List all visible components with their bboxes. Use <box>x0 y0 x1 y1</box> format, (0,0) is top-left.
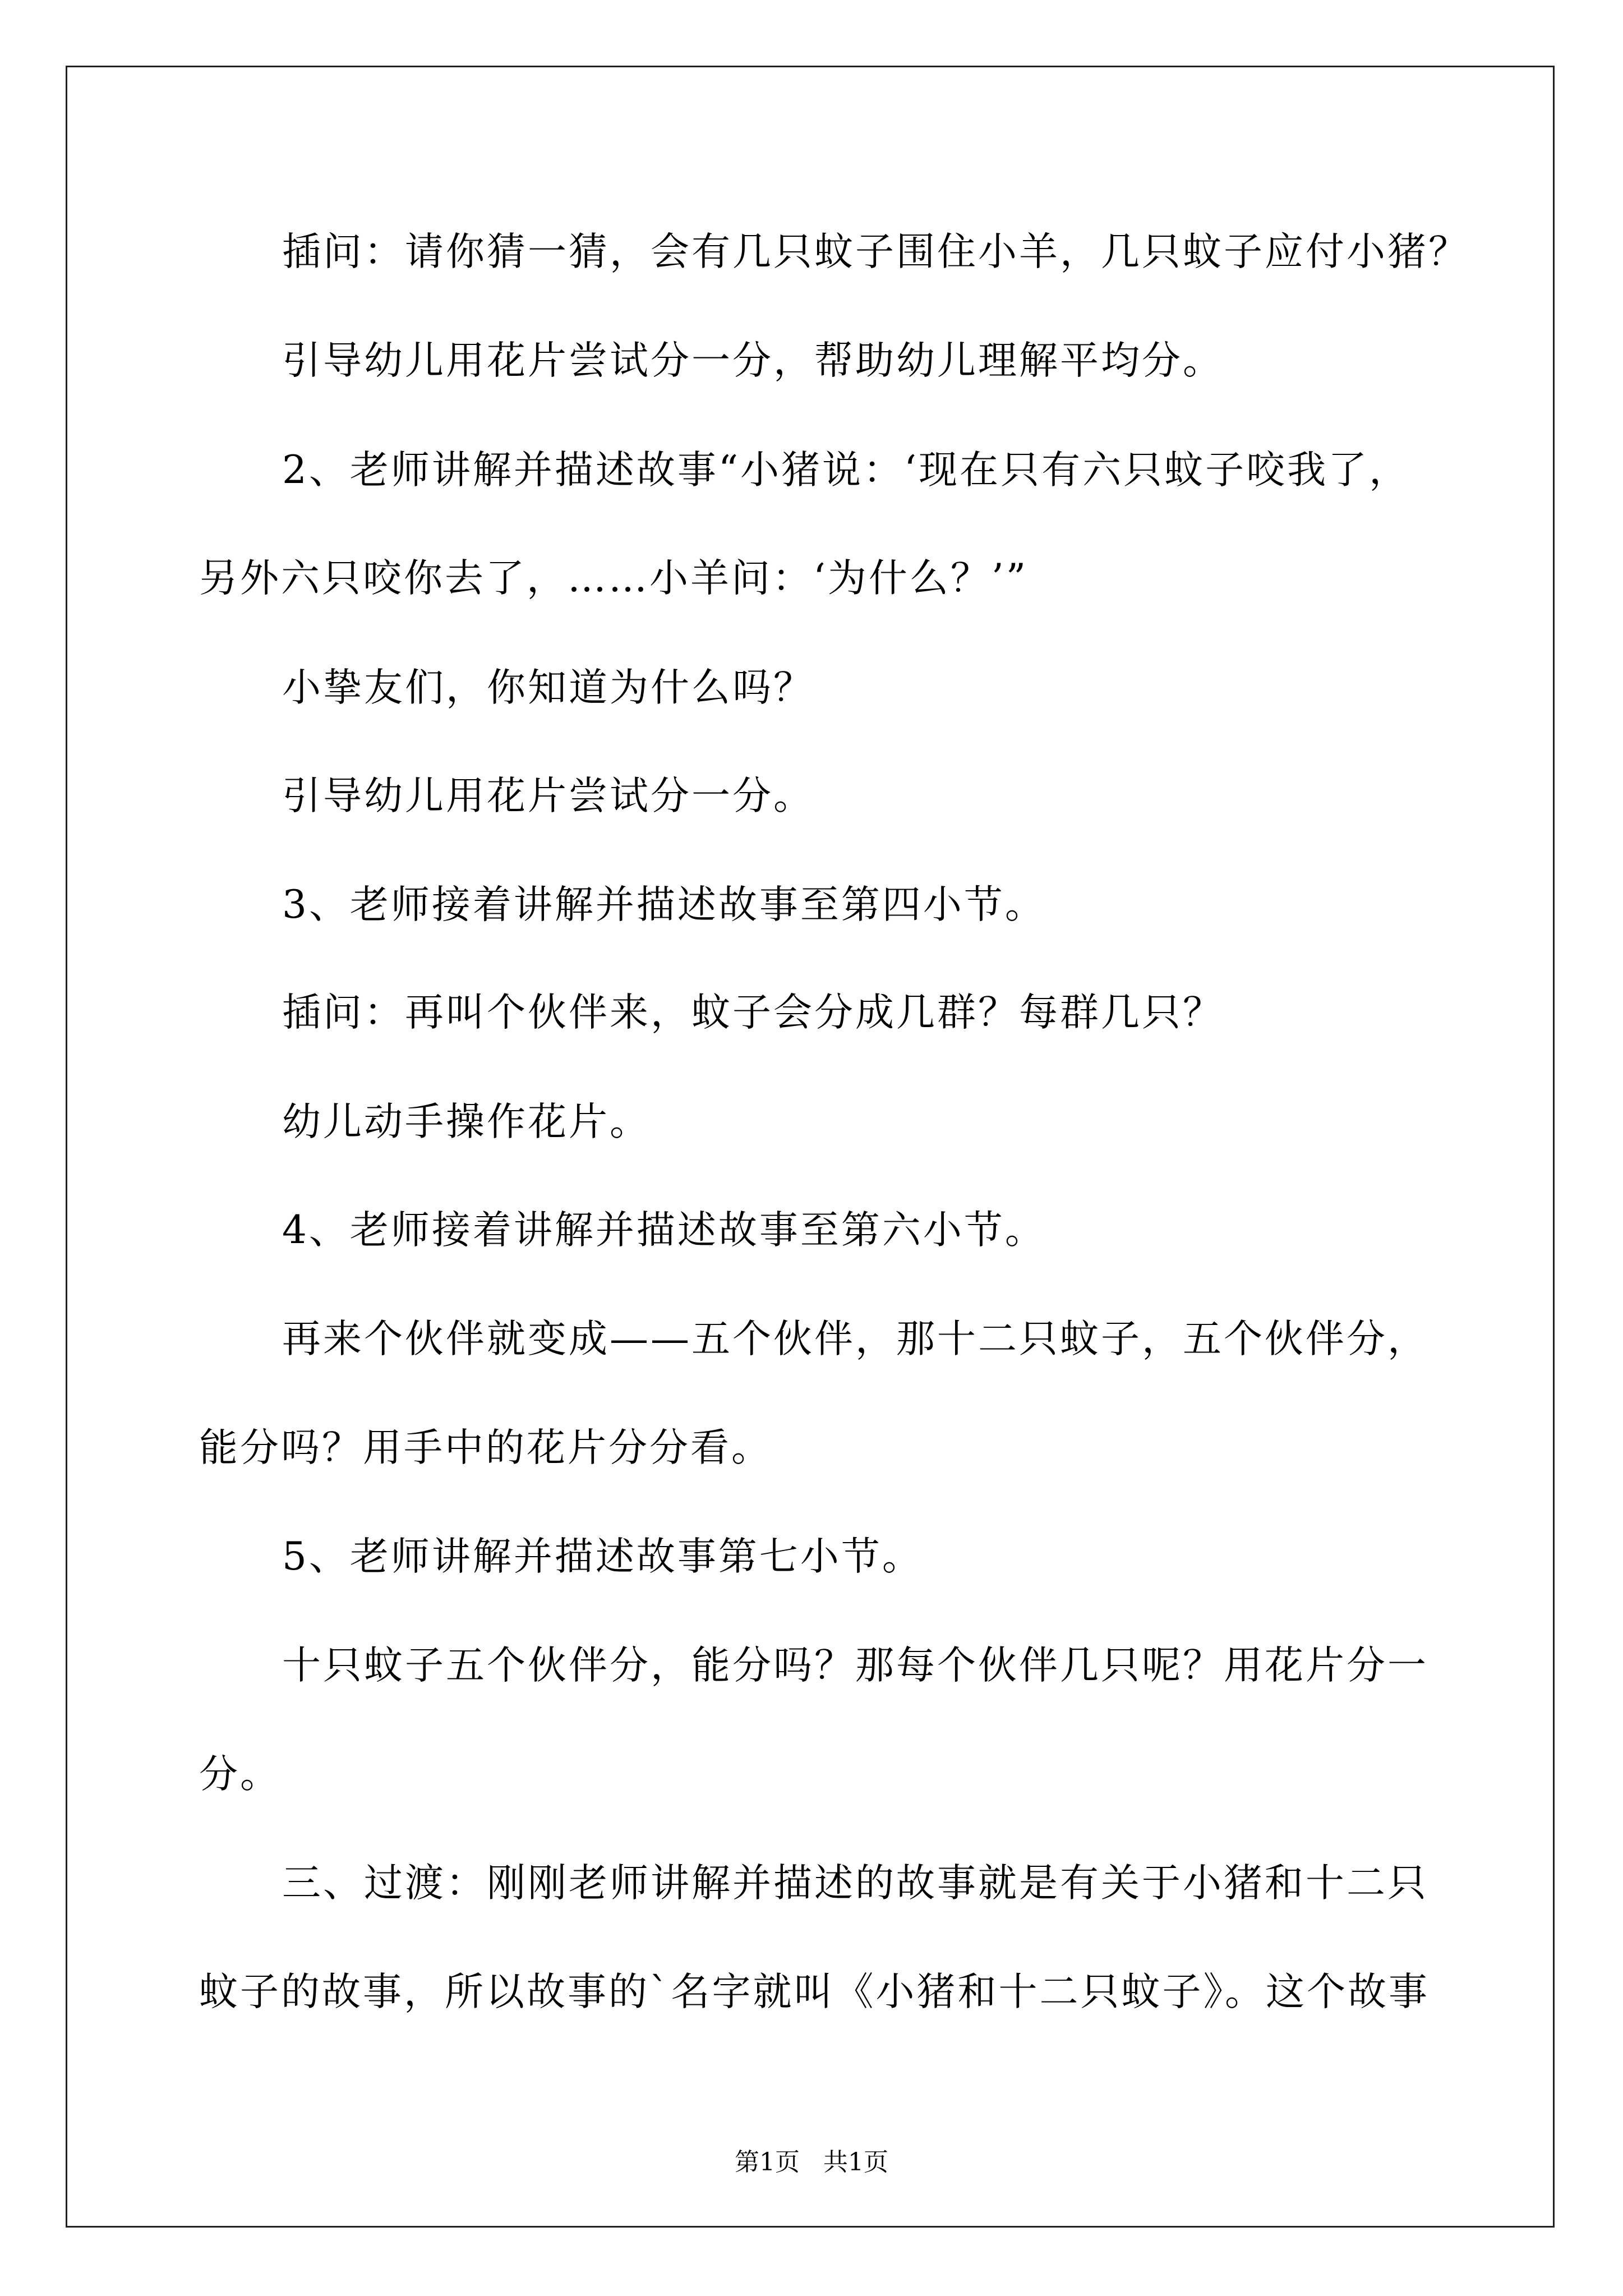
paragraph-line: 蚊子的故事，所以故事的`名字就叫《小猪和十二只蚊子》。这个故事 <box>199 1970 1430 2014</box>
paragraph-line: 分。 <box>199 1752 281 1797</box>
paragraph-line: 3、老师接着讲解并描述故事至第四小节。 <box>282 882 1046 927</box>
paragraph-line: 再来个伙伴就变成——五个伙伴，那十二只蚊子，五个伙伴分， <box>282 1317 1428 1361</box>
paragraph-line: 2、老师讲解并描述故事“小猪说：‘现在只有六只蚊子咬我了， <box>282 448 1410 493</box>
page-footer: 第1页 共1页 <box>735 2148 888 2177</box>
paragraph-line: 4、老师接着讲解并描述故事至第六小节。 <box>282 1208 1046 1253</box>
paragraph-line: 小挚友们，你知道为什么吗？ <box>282 665 814 710</box>
paragraph-line: 插问：再叫个伙伴来，蚊子会分成几群？每群几只？ <box>282 990 1224 1035</box>
paragraph-line: 引导幼儿用花片尝试分一分，帮助幼儿理解平均分。 <box>282 338 1224 383</box>
paragraph-line: 幼儿动手操作花片。 <box>282 1099 651 1144</box>
paragraph-line: 插问：请你猜一猜，会有几只蚊子围住小羊，几只蚊子应付小猪？ <box>282 229 1469 274</box>
paragraph-line: 引导幼儿用花片尝试分一分。 <box>282 774 814 818</box>
paragraph-line: 另外六只咬你去了，……小羊问：‘为什么？’” <box>199 556 1029 601</box>
paragraph-line: 三、过渡：刚刚老师讲解并描述的故事就是有关于小猪和十二只 <box>282 1861 1428 1906</box>
paragraph-line: 5、老师讲解并描述故事第七小节。 <box>282 1534 923 1579</box>
paragraph-line: 能分吗？用手中的花片分分看。 <box>199 1425 772 1470</box>
paragraph-line: 十只蚊子五个伙伴分，能分吗？那每个伙伴几只呢？用花片分一 <box>282 1643 1428 1688</box>
